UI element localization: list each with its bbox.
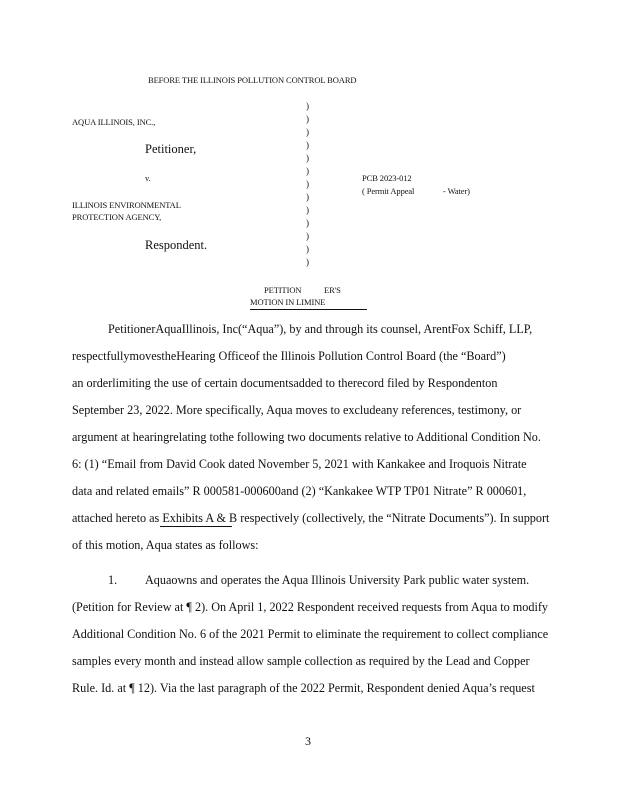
case-type-left: ( Permit Appeal (362, 186, 415, 196)
para1-line: samples every month and instead allow sample collection as required by the Lead and Copper (72, 654, 530, 668)
body-line: data and related emails” R 000581-000600and (2) “Kankakee WTP TP01 Nitrate” R 000601, (72, 484, 527, 498)
motion-title-part1: PETITION (264, 285, 302, 295)
body-line: 6: (1) “Email from David Cook dated November 5, 2021 with Kankakee and Iroquois Nitrate (72, 457, 527, 471)
exhibits-underline (160, 526, 232, 527)
board-title: BEFORE THE ILLINOIS POLLUTION CONTROL BOARD (148, 75, 357, 85)
para1-line: Aquaowns and operates the Aqua Illinois University Park public water system. (145, 573, 530, 587)
motion-title-line2: MOTION IN LIMINE (250, 297, 326, 307)
caption-paren: ) (306, 231, 309, 241)
para1-line: Rule. Id. at ¶ 12). Via the last paragraph of the 2022 Permit, Respondent denied Aqua’s request (72, 681, 535, 695)
case-number: PCB 2023-012 (362, 173, 412, 183)
motion-title-underline (250, 309, 367, 310)
caption-paren: ) (306, 153, 309, 163)
para1-line: Additional Condition No. 6 of the 2021 Permit to eliminate the requirement to collect compliance (72, 627, 549, 641)
caption-paren: ) (306, 192, 309, 202)
caption-paren: ) (306, 114, 309, 124)
body-line: attached hereto as Exhibits A & B respectively (collectively, the “Nitrate Documents”). In support (72, 511, 550, 525)
versus-label: v. (145, 173, 151, 183)
paragraph-number: 1. (108, 573, 118, 587)
case-type-right: - Water) (443, 186, 470, 196)
caption-paren: ) (306, 218, 309, 228)
body-line: September 23, 2022. More specifically, Aqua moves to excludeany references, testimony, or (72, 403, 522, 417)
caption-paren: ) (306, 101, 309, 111)
caption-paren: ) (306, 179, 309, 189)
petitioner-name: AQUA ILLINOIS, INC., (72, 117, 156, 127)
body-line: argument at hearingrelating tothe following two documents relative to Additional Condition No. (72, 430, 541, 444)
body-line: of this motion, Aqua states as follows: (72, 538, 259, 552)
body-line: PetitionerAquaIllinois, Inc(“Aqua”), by and through its counsel, ArentFox Schiff, LLP, (108, 322, 533, 336)
page-number: 3 (305, 734, 311, 748)
caption-paren: ) (306, 244, 309, 254)
caption-paren: ) (306, 140, 309, 150)
caption-paren: ) (306, 205, 309, 215)
caption-paren: ) (306, 127, 309, 137)
respondent-name-line1: ILLINOIS ENVIRONMENTAL (72, 200, 181, 210)
petitioner-role: Petitioner, (145, 142, 197, 156)
para1-line: (Petition for Review at ¶ 2). On April 1, 2022 Respondent received requests from Aqua to modify (72, 600, 549, 614)
body-line: respectfullymovestheHearing Officeof the Illinois Pollution Control Board (the “Board”) (72, 349, 506, 363)
respondent-role: Respondent. (145, 238, 208, 252)
body-line: an orderlimiting the use of certain documentsadded to therecord filed by Respondenton (72, 376, 498, 390)
caption-paren: ) (306, 257, 309, 267)
caption-paren: ) (306, 166, 309, 176)
respondent-name-line2: PROTECTION AGENCY, (72, 212, 162, 222)
motion-title-part2: ER'S (324, 285, 341, 295)
